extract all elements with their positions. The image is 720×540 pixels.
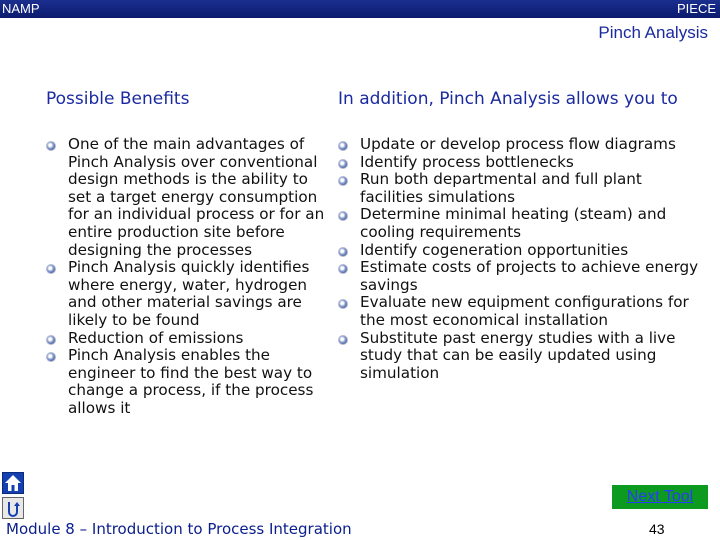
page-number: 43 <box>649 521 665 537</box>
list-item <box>338 242 708 260</box>
list-item <box>46 136 330 259</box>
back-icon[interactable] <box>2 497 24 519</box>
list-item-text: Update or develop process flow diagrams <box>360 135 676 153</box>
bullet-icon <box>338 141 348 151</box>
home-icon[interactable] <box>2 472 24 494</box>
list-item <box>338 171 708 206</box>
bullet-icon <box>46 352 56 362</box>
footer-module-text: Module 8 – Introduction to Process Integration <box>6 520 352 538</box>
bullet-icon <box>338 264 348 274</box>
bullet-icon <box>338 176 348 186</box>
page-subtitle: Pinch Analysis <box>598 23 708 42</box>
list-item <box>338 136 708 154</box>
list-item-text: Identify process bottlenecks <box>360 152 574 171</box>
header-left-label: NAMP <box>2 1 40 16</box>
capabilities-list <box>338 136 708 382</box>
header-right-label: PIECE <box>676 1 716 16</box>
list-item-text: Run both departmental and full plant facilities simulations <box>360 170 642 206</box>
bullet-icon <box>46 141 56 151</box>
left-column-heading: Possible Benefits <box>46 89 190 109</box>
list-item-text: Determine minimal heating (steam) and cooling requirements <box>360 205 667 241</box>
list-item <box>338 259 708 294</box>
list-item <box>338 206 708 241</box>
list-item-text: One of the main advantages of Pinch Analysis over conventional design methods is the ability to set a target energy consumption for an individual process or for an entire production site before designing the processes <box>68 135 325 259</box>
list-item <box>46 347 330 417</box>
list-item-text: Reduction of emissions <box>68 328 244 347</box>
bullet-icon <box>338 247 348 257</box>
list-item-text: Substitute past energy studies with a live study that can be easily updated using simulation <box>360 328 676 382</box>
list-item-text: Identify cogeneration opportunities <box>360 240 629 259</box>
list-item-text: Evaluate new equipment configurations for the most economical installation <box>360 293 689 329</box>
list-item <box>338 330 708 383</box>
bullet-icon <box>338 211 348 221</box>
header-bar <box>0 0 720 18</box>
bullet-icon <box>46 335 56 345</box>
list-item <box>338 154 708 172</box>
bullet-icon <box>46 264 56 274</box>
right-column-heading: In addition, Pinch Analysis allows you to <box>338 89 678 109</box>
bullet-icon <box>338 335 348 345</box>
bullet-icon <box>338 159 348 169</box>
next-tool-button[interactable]: Next Tool <box>612 485 708 509</box>
list-item <box>338 294 708 329</box>
list-item-text: Estimate costs of projects to achieve energy savings <box>360 258 699 294</box>
list-item-text: Pinch Analysis quickly identifies where energy, water, hydrogen and other material savings are likely to be found <box>68 258 310 329</box>
benefits-list <box>46 136 330 418</box>
list-item-text: Pinch Analysis enables the engineer to find the best way to change a process, if the process allows it <box>68 346 314 417</box>
list-item <box>46 259 330 329</box>
bullet-icon <box>338 299 348 309</box>
list-item <box>46 330 330 348</box>
